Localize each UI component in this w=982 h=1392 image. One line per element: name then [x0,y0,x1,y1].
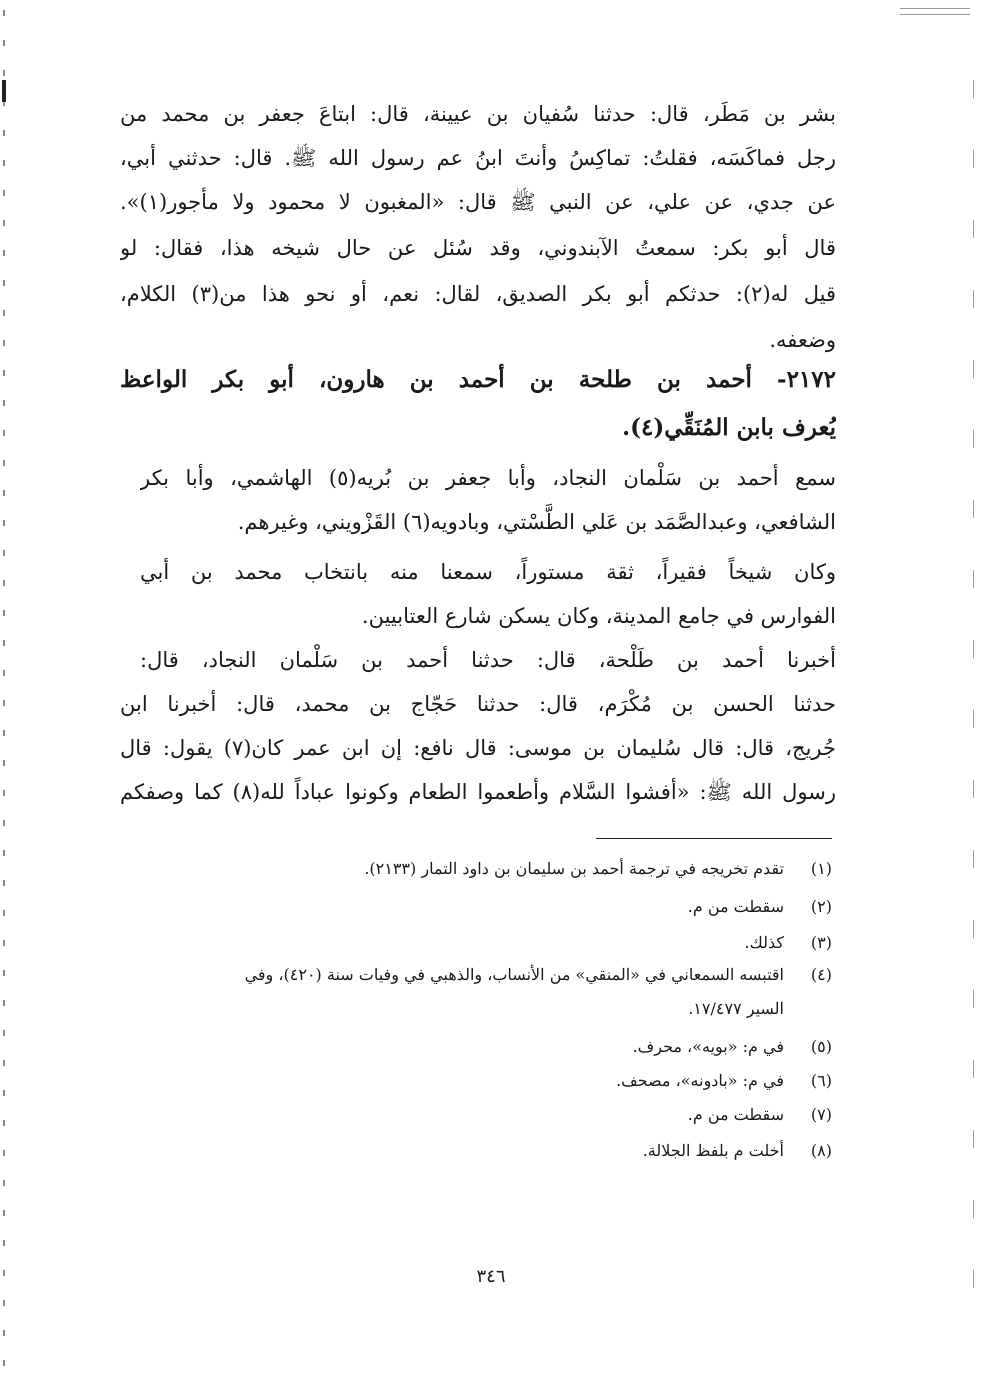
text-line: وضعفه. [769,328,836,352]
footnote-text: في م: «بويه»، محرف. [632,1037,784,1056]
scan-edge-right [973,80,974,1300]
text-line: أخبرنا أحمد بن طَلْحة، قال: حدثنا أحمد بن سَلْمان النجاد، قال: [140,648,836,672]
footnote-number: (٣) [810,933,832,952]
scan-top-line [900,8,970,9]
footnote [132,1066,832,1096]
heading-line: يُعرف بابن المُنَقِّي(٤). [622,414,836,441]
footnote [132,892,832,922]
text-line: قال أبو بكر: سمعتُ الآبندوني، وقد سُئل عن حال شيخه هذا، فقال: لو [120,236,836,260]
text-line: سمع أحمد بن سَلْمان النجاد، وأبا جعفر بن بُريه(٥) الهاشمي، وأبا بكر [140,466,836,490]
text-line: حدثنا الحسن بن مُكْرَم، قال: حدثنا حَجّاج بن محمد، قال: أخبرنا ابن [120,692,836,716]
text-line: رسول الله ﷺ: «أفشوا السَّلام وأطعموا الطعام وكونوا عباداً لله(٨) كما وصفكم [120,780,836,804]
heading-line: ٢١٧٢- أحمد بن طلحة بن أحمد بن هارون، أبو بكر الواعظ [120,366,836,393]
text-line: الشافعي، وعبدالصَّمَد بن عَلي الطَّسْتي، وبادويه(٦) القَزْويني، وغيرهم. [237,510,836,534]
footnote [132,960,832,990]
footnote-text: سقطت من م. [687,897,784,916]
footnote-text: اقتبسه السمعاني في «المنقي» من الأنساب، والذهبي في وفيات سنة (٤٢٠)، وفي [244,965,784,984]
page-number: ٣٤٦ [476,1266,506,1287]
footnote [132,928,832,958]
footnote-number: (٧) [810,1105,832,1124]
text-line: جُريج، قال: قال سُليمان بن موسى: قال نافع: إن ابن عمر كان(٧) يقول: قال [120,736,836,760]
footnote-number: (٨) [810,1141,832,1160]
footnote-text: أخلت م بلفظ الجلالة. [642,1141,784,1160]
footnote-text: سقطت من م. [687,1105,784,1124]
scan-mark [2,80,6,102]
footnote-number: (١) [810,859,832,878]
text-line: وكان شيخاً فقيراً، ثقة مستوراً، سمعنا منه بانتخاب محمد بن أبي [140,560,836,584]
text-line: قيل له(٢): حدثكم أبو بكر الصديق، لقال: نعم، أو نحو هذا من(٣) الكلام، [120,282,836,306]
text-line: رجل فماكَسَه، فقلتُ: تماكِسُ وأنتَ ابنُ عم رسول الله ﷺ. قال: حدثني أبي، [120,146,836,170]
text-line: عن جدي، عن علي، عن النبي ﷺ قال: «المغبون لا محمود ولا مأجور(١)». [120,190,836,214]
footnote-text: تقدم تخريجه في ترجمة أحمد بن سليمان بن داود التمار (٢١٣٣). [364,859,784,878]
footnote [132,1032,832,1062]
footnote-continuation: السير ١٧/٤٧٧. [688,999,784,1018]
footnote [132,1100,832,1130]
footnote [132,854,832,884]
footnote-text: في م: «بادونه»، مصحف. [616,1071,784,1090]
footnote [132,1136,832,1166]
text-line: الفوارس في جامع المدينة، وكان يسكن شارع العتابيين. [361,604,836,628]
scan-top-line [900,14,970,15]
footnote-number: (٥) [810,1037,832,1056]
text-line: بشر بن مَطَر، قال: حدثنا سُفيان بن عيينة، قال: ابتاعَ جعفر بن محمد من [120,102,836,126]
footnote-number: (٦) [810,1071,832,1090]
footnote-number: (٢) [810,897,832,916]
footnote-separator [596,838,832,839]
scan-edge-left [3,10,5,1380]
footnote-number: (٤) [810,965,832,984]
footnote-text: كذلك. [744,933,784,952]
